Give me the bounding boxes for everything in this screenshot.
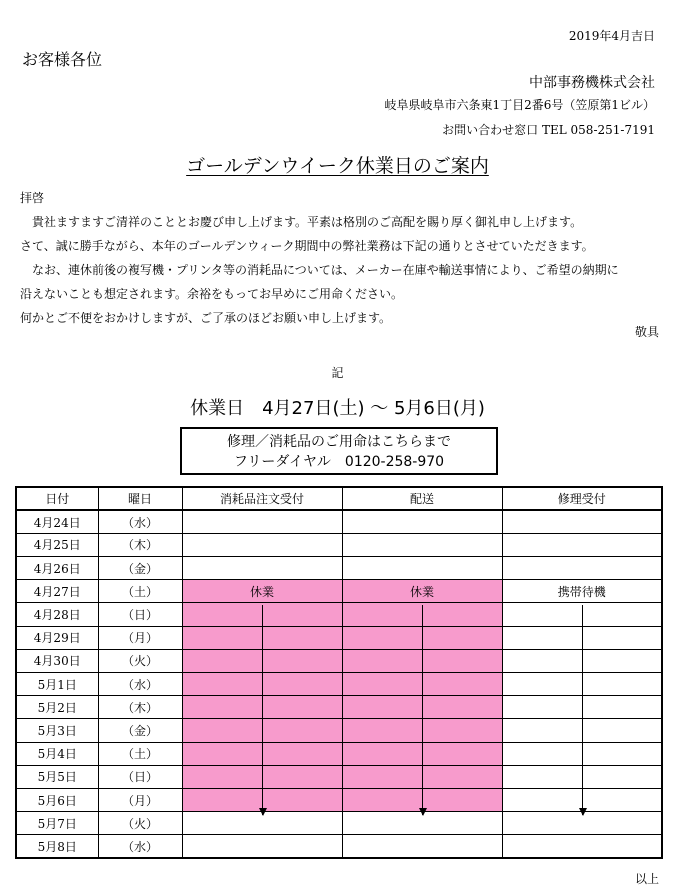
cell-date: 4月29日: [16, 626, 98, 649]
table-row: [16, 812, 662, 835]
holiday-period: 休業日 4月27日(土) ～ 5月6日(月): [190, 398, 485, 419]
cell-day: （月）: [98, 788, 182, 811]
closing: 敬具: [634, 325, 659, 339]
cell-day: （水）: [98, 510, 182, 533]
cell-repair: [502, 510, 662, 533]
cell-day: （金）: [98, 557, 182, 580]
cell-orders: [182, 510, 342, 533]
cell-date: 5月7日: [16, 812, 98, 835]
contact-box-line-1: 修理／消耗品のご用命はこちらまで: [227, 434, 451, 450]
cell-date: 4月26日: [16, 557, 98, 580]
cell-repair: [502, 835, 662, 858]
paragraph-4: 沿えないことも想定されます。余裕をもってお早めにご用命ください。: [20, 287, 404, 301]
table-row: [16, 696, 662, 719]
end-mark: 以上: [634, 872, 659, 886]
paragraph-2: さて、誠に勝手ながら、本年のゴールデンウィーク期間中の弊社業務は下記の通りとさせていただきます。: [20, 239, 594, 253]
cell-repair: [502, 557, 662, 580]
cell-delivery: [342, 533, 502, 556]
document-date: 2019年4月吉日: [568, 29, 655, 43]
cell-delivery: [342, 835, 502, 858]
arrow-repair: [582, 605, 583, 815]
cell-date: 5月3日: [16, 719, 98, 742]
salutation: 拝啓: [20, 191, 45, 205]
cell-day: （日）: [98, 603, 182, 626]
letter-body: [20, 186, 665, 330]
contact-box-line-2: フリーダイヤル 0120-258-970: [233, 454, 445, 470]
page-title: ゴールデンウイーク休業日のご案内: [186, 155, 489, 177]
cell-orders: [182, 835, 342, 858]
table-row: [16, 626, 662, 649]
cell-date: 4月24日: [16, 510, 98, 533]
cell-orders: 休業: [182, 580, 342, 603]
cell-repair: [502, 533, 662, 556]
table-row: [16, 533, 662, 556]
cell-day: （土）: [98, 580, 182, 603]
cell-date: 4月28日: [16, 603, 98, 626]
table-row: [16, 510, 662, 533]
ki-marker: 記: [331, 366, 344, 380]
cell-date: 4月30日: [16, 649, 98, 672]
cell-day: （木）: [98, 533, 182, 556]
paragraph-3: なお、連休前後の複写機・プリンタ等の消耗品については、メーカー在庫や輸送事情により、ご希望の納期に: [20, 263, 619, 277]
arrow-delivery: [422, 605, 423, 815]
table-row: [16, 788, 662, 811]
header-orders: 消耗品注文受付: [182, 487, 342, 510]
cell-day: （火）: [98, 649, 182, 672]
cell-day: （金）: [98, 719, 182, 742]
table-row: [16, 557, 662, 580]
contact-box: [180, 427, 498, 475]
cell-day: （水）: [98, 673, 182, 696]
cell-day: （水）: [98, 835, 182, 858]
table-row: [16, 765, 662, 788]
cell-date: 5月4日: [16, 742, 98, 765]
cell-date: 5月2日: [16, 696, 98, 719]
arrow-orders: [262, 605, 263, 815]
schedule-table: [15, 486, 663, 859]
cell-delivery: [342, 557, 502, 580]
table-row: [16, 603, 662, 626]
cell-date: 5月1日: [16, 673, 98, 696]
table-header-row: [16, 487, 662, 510]
cell-date: 4月27日: [16, 580, 98, 603]
cell-date: 5月6日: [16, 788, 98, 811]
table-row: [16, 719, 662, 742]
cell-orders: [182, 557, 342, 580]
contact-phone: お問い合わせ窓口 TEL 058-251-7191: [442, 123, 655, 137]
table-row: [16, 580, 662, 603]
cell-delivery: 休業: [342, 580, 502, 603]
header-repair: 修理受付: [502, 487, 662, 510]
table-row: [16, 835, 662, 858]
cell-day: （月）: [98, 626, 182, 649]
schedule-body: [16, 510, 662, 858]
cell-day: （日）: [98, 765, 182, 788]
cell-day: （土）: [98, 742, 182, 765]
table-row: [16, 649, 662, 672]
cell-date: 5月5日: [16, 765, 98, 788]
cell-day: （火）: [98, 812, 182, 835]
paragraph-1: 貴社ますますご清祥のこととお慶び申し上げます。平素は格別のご高配を賜り厚く御礼申し上げます。: [20, 215, 583, 229]
paragraph-5: 何かとご不便をおかけしますが、ご了承のほどお願い申し上げます。: [20, 311, 392, 325]
table-row: [16, 742, 662, 765]
cell-orders: [182, 533, 342, 556]
company-address: 岐阜県岐阜市六条東1丁目2番6号（笠原第1ビル）: [384, 98, 655, 112]
header-delivery: 配送: [342, 487, 502, 510]
addressee: お客様各位: [22, 50, 103, 69]
header-date: 日付: [16, 487, 98, 510]
cell-date: 5月8日: [16, 835, 98, 858]
company-name: 中部事務機株式会社: [529, 75, 655, 91]
table-row: [16, 673, 662, 696]
cell-delivery: [342, 510, 502, 533]
header-day: 曜日: [98, 487, 182, 510]
cell-date: 4月25日: [16, 533, 98, 556]
cell-day: （木）: [98, 696, 182, 719]
cell-repair: 携帯待機: [502, 580, 662, 603]
